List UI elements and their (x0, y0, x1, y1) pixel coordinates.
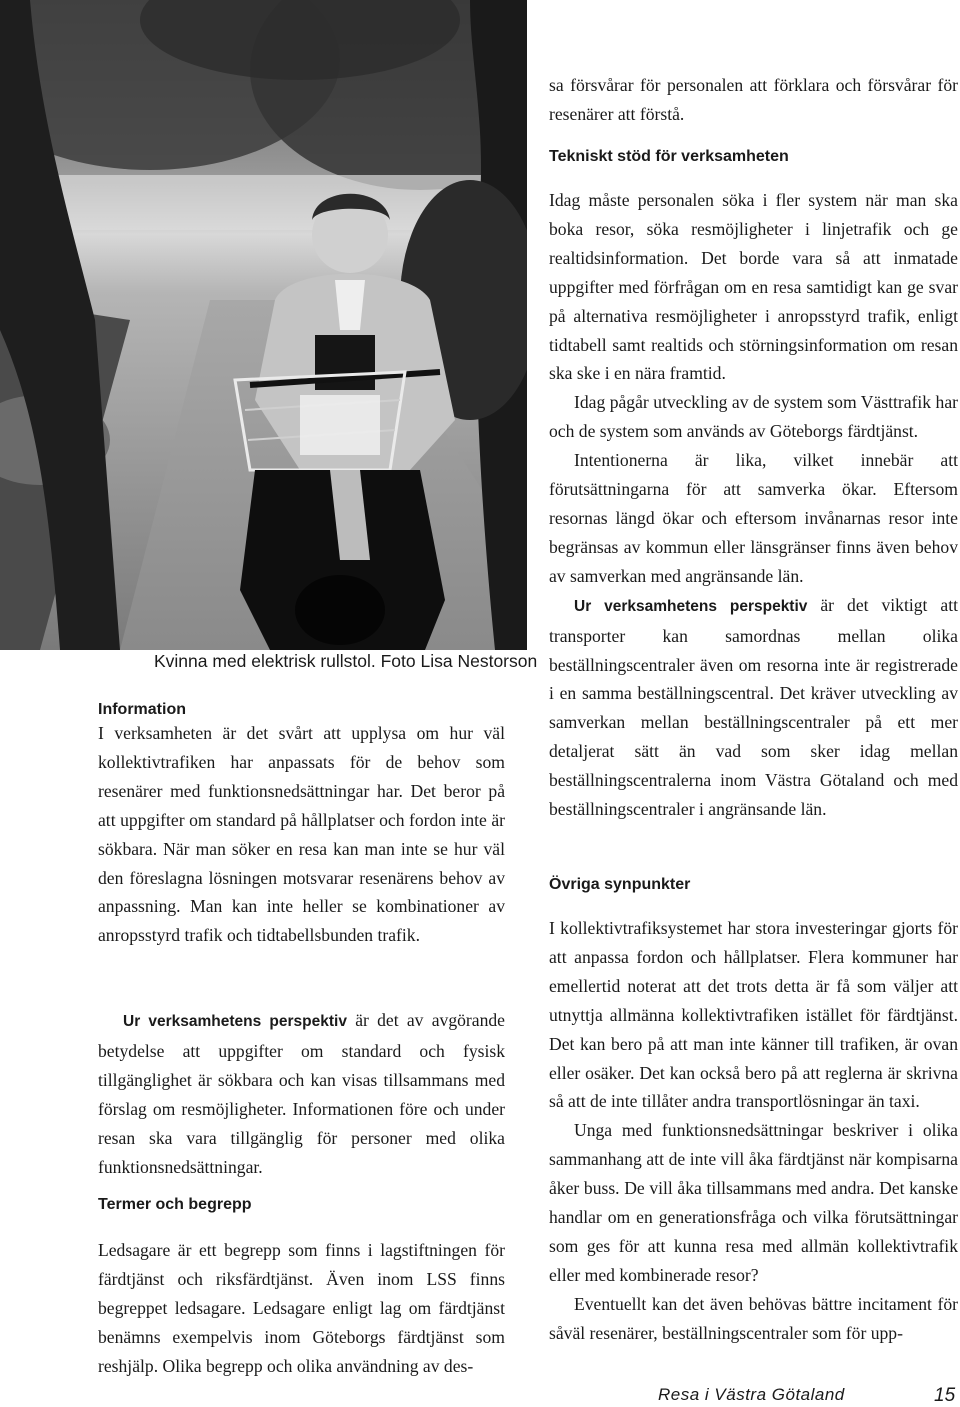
paragraph: Idag måste personalen söka i fler system när man ska boka resor, söka resmöjligheter i linjetrafik och ge realtidsinformation. Det borde vara så att inmatade uppgifter med förfrågan om en resa samtidigt kan ge svar på alternativa resmöjligheter i anropsstyrd trafik, enligt tidtabell samt realtids och störningsinformation om resan ska ske i en nära framtid. (549, 190, 958, 384)
footer-publication-title: Resa i Västra Götaland (658, 1385, 845, 1404)
paragraph: I verksamheten är det svårt att upplysa om hur väl kollektivtrafiken har anpassats för de behov som resenärer med funktionsnedsättningar har. Det beror på att uppgifter om standard på hållplatser och fordon inte är sökbara. När man söker en resa kan man inte se hur väl den föreslagna lösningen motsvarar resenärens behov av anpassning. Man kan inte heller se kombinationer av anropsstyrd trafik och tidtabellsbunden trafik. (98, 723, 505, 946)
left-column-paragraph-2 (98, 1006, 505, 1181)
paragraph: Unga med funktionsnedsättningar beskriver i olika sammanhang att de inte vill åka färdtjänst när kompisarna åker buss. De vill åka tillsammans med andra. Det kanske handlar om en generationsfråga och vilka förutsättningar som ges för att kunna resa med allmän kollektivtrafik eller med kombinerade resor? (549, 1120, 958, 1285)
paragraph: I kollektivtrafiksystemet har stora investeringar gjorts för att anpassa fordon och hållplatser. Flera kommuner har emellertid noterat att det trots detta är få som väljer att utnyttja allmänna kollektivtrafiken istället för färdtjänst. Det kan bero på att man inte känner till trafiken, är ovan eller osäker. Det kan också bero på att reglerna är skrivna så att de inte tillåter andra transportlösningar än taxi. (549, 918, 958, 1112)
right-column-paragraph-0 (549, 71, 958, 129)
heading-termer-och-begrepp: Termer och begrepp (98, 1196, 252, 1213)
left-column-paragraph-3 (98, 1236, 505, 1381)
heading-ovriga-synpunkter: Övriga synpunkter (549, 876, 691, 893)
paragraph: Idag pågår utveckling av de system som Västtrafik har och de system som används av Göteborgs färdtjänst. (549, 392, 958, 442)
lead-in-bold: Ur verksamhetens perspektiv (123, 1013, 347, 1030)
photo-woman-electric-wheelchair (0, 0, 527, 650)
right-column-paragraphs-1 (549, 186, 958, 824)
paragraph-text: är det viktigt att transporter kan samordnas mellan olika beställningscentraler även om resorna inte är registrerade i en samma beställningscentral. Det kräver utveckling av samverkan mellan beställningscentraler på ett mer detaljerat sätt än vad som sker idag mellan beställningscentralerna inom Västra Götaland och med beställningscentraler i angränsande län. (549, 594, 958, 820)
lead-in-bold: Ur verksamhetens perspektiv (574, 597, 808, 615)
photo-caption: Kvinna med elektrisk rullstol. Foto Lisa Nestorson (154, 651, 538, 671)
left-column-paragraph-1 (98, 719, 505, 950)
page-number: 15 (934, 1385, 956, 1406)
paragraph: Intentionerna är lika, vilket innebär att förutsättningarna för att samverka ökar. Eftersom resornas längd ökar och eftersom invånarnas resor inte begränsas av kommun eller länsgränser finns även behov av samverkan med angränsande län. (549, 450, 958, 586)
heading-tekniskt-stod: Tekniskt stöd för verksamheten (549, 148, 789, 165)
paragraph (98, 1006, 505, 1181)
paragraph: Ledsagare är ett begrepp som finns i lagstiftningen för färdtjänst och riksfärdtjänst. Även inom LSS finns begreppet ledsagare. Ledsagare enligt lag om färdtjänst benämns exempelvis inom Göteborgs färdtjänst som reshjälp. Olika begrepp och olika användning av des- (98, 1240, 505, 1376)
paragraph-text: är det av avgörande betydelse att uppgifter om standard och fysisk tillgänglighet är sökbara och kan visas tillsammans med förslag om resmöjligheter. Informationen före och under resan ska vara tillgänglig för personer med olika funktionsnedsättningar. (98, 1010, 505, 1177)
paragraph: sa försvårar för personalen att förklara och försvårar för resenärer att förstå. (549, 75, 958, 124)
paragraph (549, 591, 958, 824)
paragraph: Eventuellt kan det även behövas bättre incitament för såväl resenärer, beställningscentraler som för upp- (549, 1293, 958, 1343)
right-column-paragraphs-2 (549, 914, 958, 1348)
photo-illustration (0, 0, 527, 650)
heading-information: Information (98, 701, 186, 718)
